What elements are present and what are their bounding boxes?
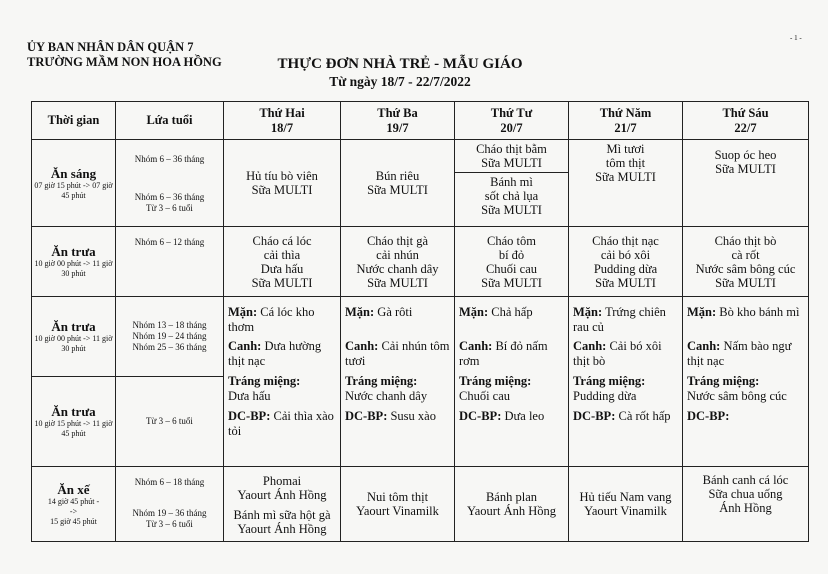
breakfast-wed: Cháo thịt bằm Sữa MULTI Bánh mì sốt chả lụa Sữa MULTI: [455, 140, 569, 227]
snack-thu: Hủ tiếu Nam vang Yaourt Vinamilk: [569, 467, 683, 542]
date-range: Từ ngày 18/7 - 22/7/2022: [329, 74, 471, 89]
lunch-toddler-age: Nhóm 13 – 18 tháng Nhóm 19 – 24 tháng Nhóm 25 – 36 tháng: [116, 297, 224, 377]
header-row: [32, 102, 809, 140]
lunch-menu-thu: Mặn: Trứng chiên rau củ Canh: Cải bó xôi thịt bò Tráng miệng: Pudding dừa DC-BP: Cà rốt hấp: [569, 297, 683, 467]
lunch-infant-fri: Cháo thịt bò cà rốt Nước sâm bông cúc Sữa MULTI: [683, 227, 809, 297]
breakfast-thu: Mì tươi tôm thịt Sữa MULTI: [569, 140, 683, 227]
day-header-fri: Thứ Sáu 22/7: [683, 102, 809, 140]
lunch-infant-wed: Cháo tôm bí đỏ Chuối cau Sữa MULTI: [455, 227, 569, 297]
snack-age: Nhóm 6 – 18 tháng Nhóm 19 – 36 tháng Từ 3 – 6 tuổi: [116, 467, 224, 542]
day-header-mon: Thứ Hai 18/7: [224, 102, 341, 140]
lunch-menu-tue: Mặn: Gà rôti Canh: Cải nhún tôm tươi Tráng miệng: Nước chanh dây DC-BP: Susu xào: [341, 297, 455, 467]
lunch-menu-mon: Mặn: Cá lóc kho thơm Canh: Dưa hường thịt nạc Tráng miệng: Dưa hấu DC-BP: Cải thìa xào tỏi: [224, 297, 341, 467]
day-header-tue: Thứ Ba 19/7: [341, 102, 455, 140]
lunch-toddler-row: [32, 297, 809, 377]
col-time-header: Thời gian: [32, 102, 116, 140]
lunch-infant-slot: Ăn trưa 10 giờ 00 phút -> 11 giờ 30 phút: [32, 227, 116, 297]
lunch-infant-mon: Cháo cá lóc cải thìa Dưa hấu Sữa MULTI: [224, 227, 341, 297]
lunch-toddler-slot: Ăn trưa 10 giờ 00 phút -> 11 giờ 30 phút: [32, 297, 116, 377]
lunch-preschool-age: Từ 3 – 6 tuổi: [116, 377, 224, 467]
org-line-1: ỦY BAN NHÂN DÂN QUẬN 7: [27, 40, 194, 54]
breakfast-slot: Ăn sáng 07 giờ 15 phút -> 07 giờ 45 phút: [32, 140, 116, 227]
lunch-menu-wed: Mặn: Chả hấp Canh: Bí đỏ nấm rơm Tráng miệng: Chuối cau DC-BP: Dưa leo: [455, 297, 569, 467]
menu-table: [31, 101, 809, 542]
day-header-wed: Thứ Tư 20/7: [455, 102, 569, 140]
lunch-infant-age: Nhóm 6 – 12 tháng: [116, 227, 224, 297]
snack-mon: Phomai Yaourt Ánh Hồng Bánh mì sữa hột gà Yaourt Ánh Hồng: [224, 467, 341, 542]
org-header: [27, 40, 222, 70]
breakfast-mon: Hủ tíu bò viên Sữa MULTI: [224, 140, 341, 227]
breakfast-fri: Suop óc heo Sữa MULTI: [683, 140, 809, 227]
breakfast-row: [32, 140, 809, 227]
snack-row: [32, 467, 809, 542]
page-number: - 1 -: [790, 34, 802, 42]
breakfast-age: Nhóm 6 – 36 tháng Nhóm 6 – 36 tháng Từ 3 – 6 tuổi: [116, 140, 224, 227]
snack-fri: Bánh canh cá lóc Sữa chua uống Ánh Hồng: [683, 467, 809, 542]
lunch-infant-thu: Cháo thịt nạc cải bó xôi Pudding dừa Sữa MULTI: [569, 227, 683, 297]
snack-wed: Bánh plan Yaourt Ánh Hồng: [455, 467, 569, 542]
lunch-preschool-slot: Ăn trưa 10 giờ 15 phút -> 11 giờ 45 phút: [32, 377, 116, 467]
menu-title-block: [255, 56, 545, 90]
lunch-infant-tue: Cháo thịt gà cải nhún Nước chanh dây Sữa MULTI: [341, 227, 455, 297]
lunch-menu-fri: Mặn: Bò kho bánh mì Canh: Nấm bào ngư thịt nạc Tráng miệng: Nước sâm bông cúc DC-BP:: [683, 297, 809, 467]
breakfast-tue: Bún riêu Sữa MULTI: [341, 140, 455, 227]
day-header-thu: Thứ Năm 21/7: [569, 102, 683, 140]
menu-title: THỰC ĐƠN NHÀ TRẺ - MẪU GIÁO: [277, 56, 523, 72]
snack-tue: Nui tôm thịt Yaourt Vinamilk: [341, 467, 455, 542]
org-line-2: TRƯỜNG MẦM NON HOA HỒNG: [27, 55, 222, 69]
lunch-infant-row: [32, 227, 809, 297]
snack-slot: Ăn xế 14 giờ 45 phút - -> 15 giờ 45 phút: [32, 467, 116, 542]
col-age-header: Lứa tuổi: [116, 102, 224, 140]
